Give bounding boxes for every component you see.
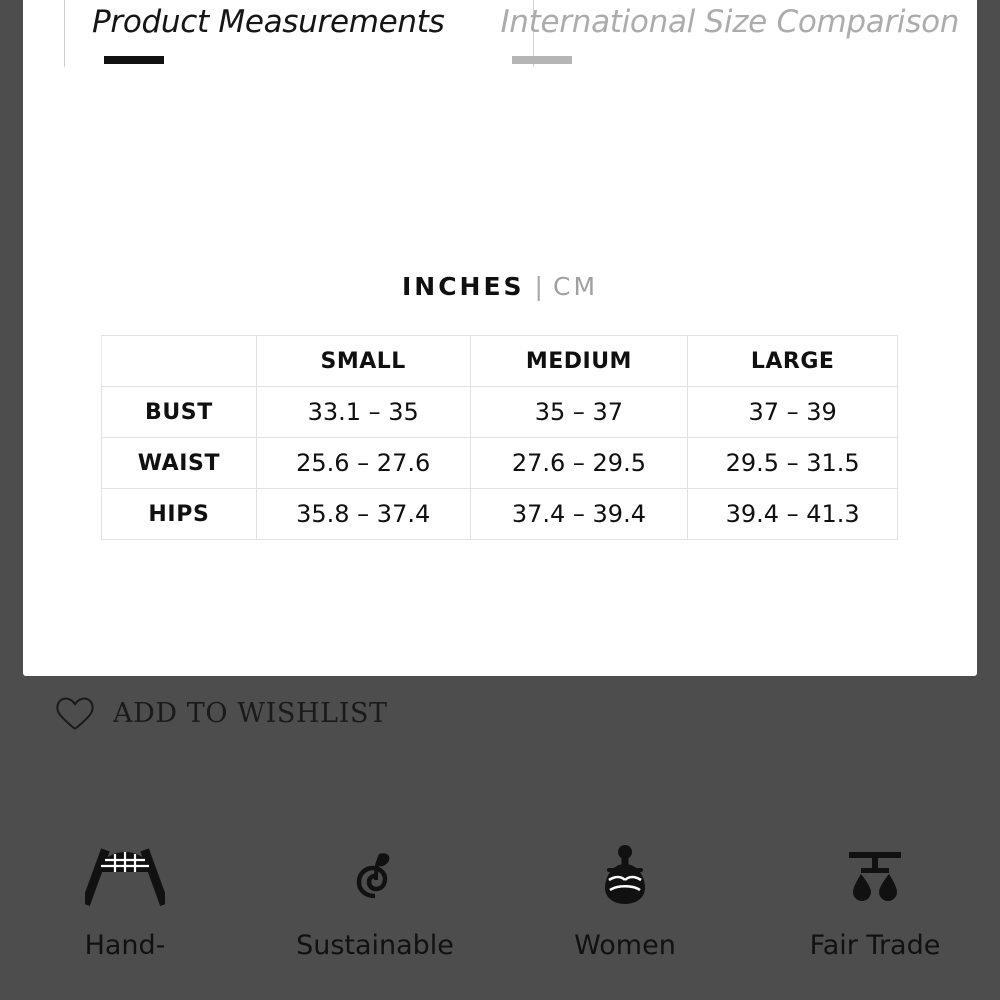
row-header-waist: WAIST [102, 438, 257, 489]
cell-waist-medium: 27.6 – 29.5 [470, 438, 688, 489]
unit-separator: | [534, 272, 543, 301]
row-header-hips: HIPS [102, 489, 257, 540]
tab-active-indicator [104, 56, 164, 64]
cell-hips-large: 39.4 – 41.3 [688, 489, 898, 540]
tab-product-measurements-label: Product Measurements [92, 4, 445, 40]
heart-outline-icon [55, 694, 95, 732]
cell-waist-small: 25.6 – 27.6 [256, 438, 470, 489]
feature-women [500, 840, 750, 962]
cell-bust-large: 37 – 39 [688, 387, 898, 438]
feature-fair-trade [750, 840, 1000, 962]
cell-hips-small: 35.8 – 37.4 [256, 489, 470, 540]
row-header-bust: BUST [102, 387, 257, 438]
feature-sustainable [250, 840, 500, 962]
cell-hips-medium: 37.4 – 39.4 [470, 489, 688, 540]
size-chart-table [101, 335, 898, 540]
column-header-medium: MEDIUM [470, 336, 688, 387]
units-toggle [23, 272, 977, 301]
cell-bust-medium: 35 – 37 [470, 387, 688, 438]
sprout-icon [335, 840, 415, 912]
column-header-small: SMALL [256, 336, 470, 387]
cell-waist-large: 29.5 – 31.5 [688, 438, 898, 489]
table-corner-cell [102, 336, 257, 387]
table-row [102, 387, 898, 438]
size-guide-tabs [64, 0, 977, 64]
feature-hand-loomed [0, 840, 250, 962]
feature-sustainable-label: Sustainable [296, 930, 454, 961]
tab-international-size-comparison[interactable] [472, 0, 977, 64]
unit-inches-option[interactable]: INCHES [401, 272, 525, 301]
tab-inactive-indicator [512, 56, 572, 64]
size-guide-modal [23, 0, 977, 676]
fairtrade-icon [835, 840, 915, 912]
feature-badges [0, 840, 1000, 962]
column-header-large: LARGE [688, 336, 898, 387]
table-header-row [102, 336, 898, 387]
table-row [102, 438, 898, 489]
unit-cm-option[interactable]: CM [552, 272, 599, 301]
add-to-wishlist-label: ADD TO WISHLIST [113, 697, 388, 729]
size-guide-modal-body [23, 0, 977, 676]
feature-hand-loomed-label: Hand- [84, 930, 166, 961]
feature-women-label: Women [574, 930, 676, 961]
add-to-wishlist-button[interactable] [55, 694, 388, 732]
handloom-icon [85, 840, 165, 912]
tab-product-measurements[interactable] [64, 0, 472, 64]
feature-fair-trade-label: Fair Trade [809, 930, 941, 961]
table-row [102, 489, 898, 540]
tab-international-size-comparison-label: International Size Comparison [500, 4, 960, 40]
woman-icon [585, 840, 665, 912]
cell-bust-small: 33.1 – 35 [256, 387, 470, 438]
